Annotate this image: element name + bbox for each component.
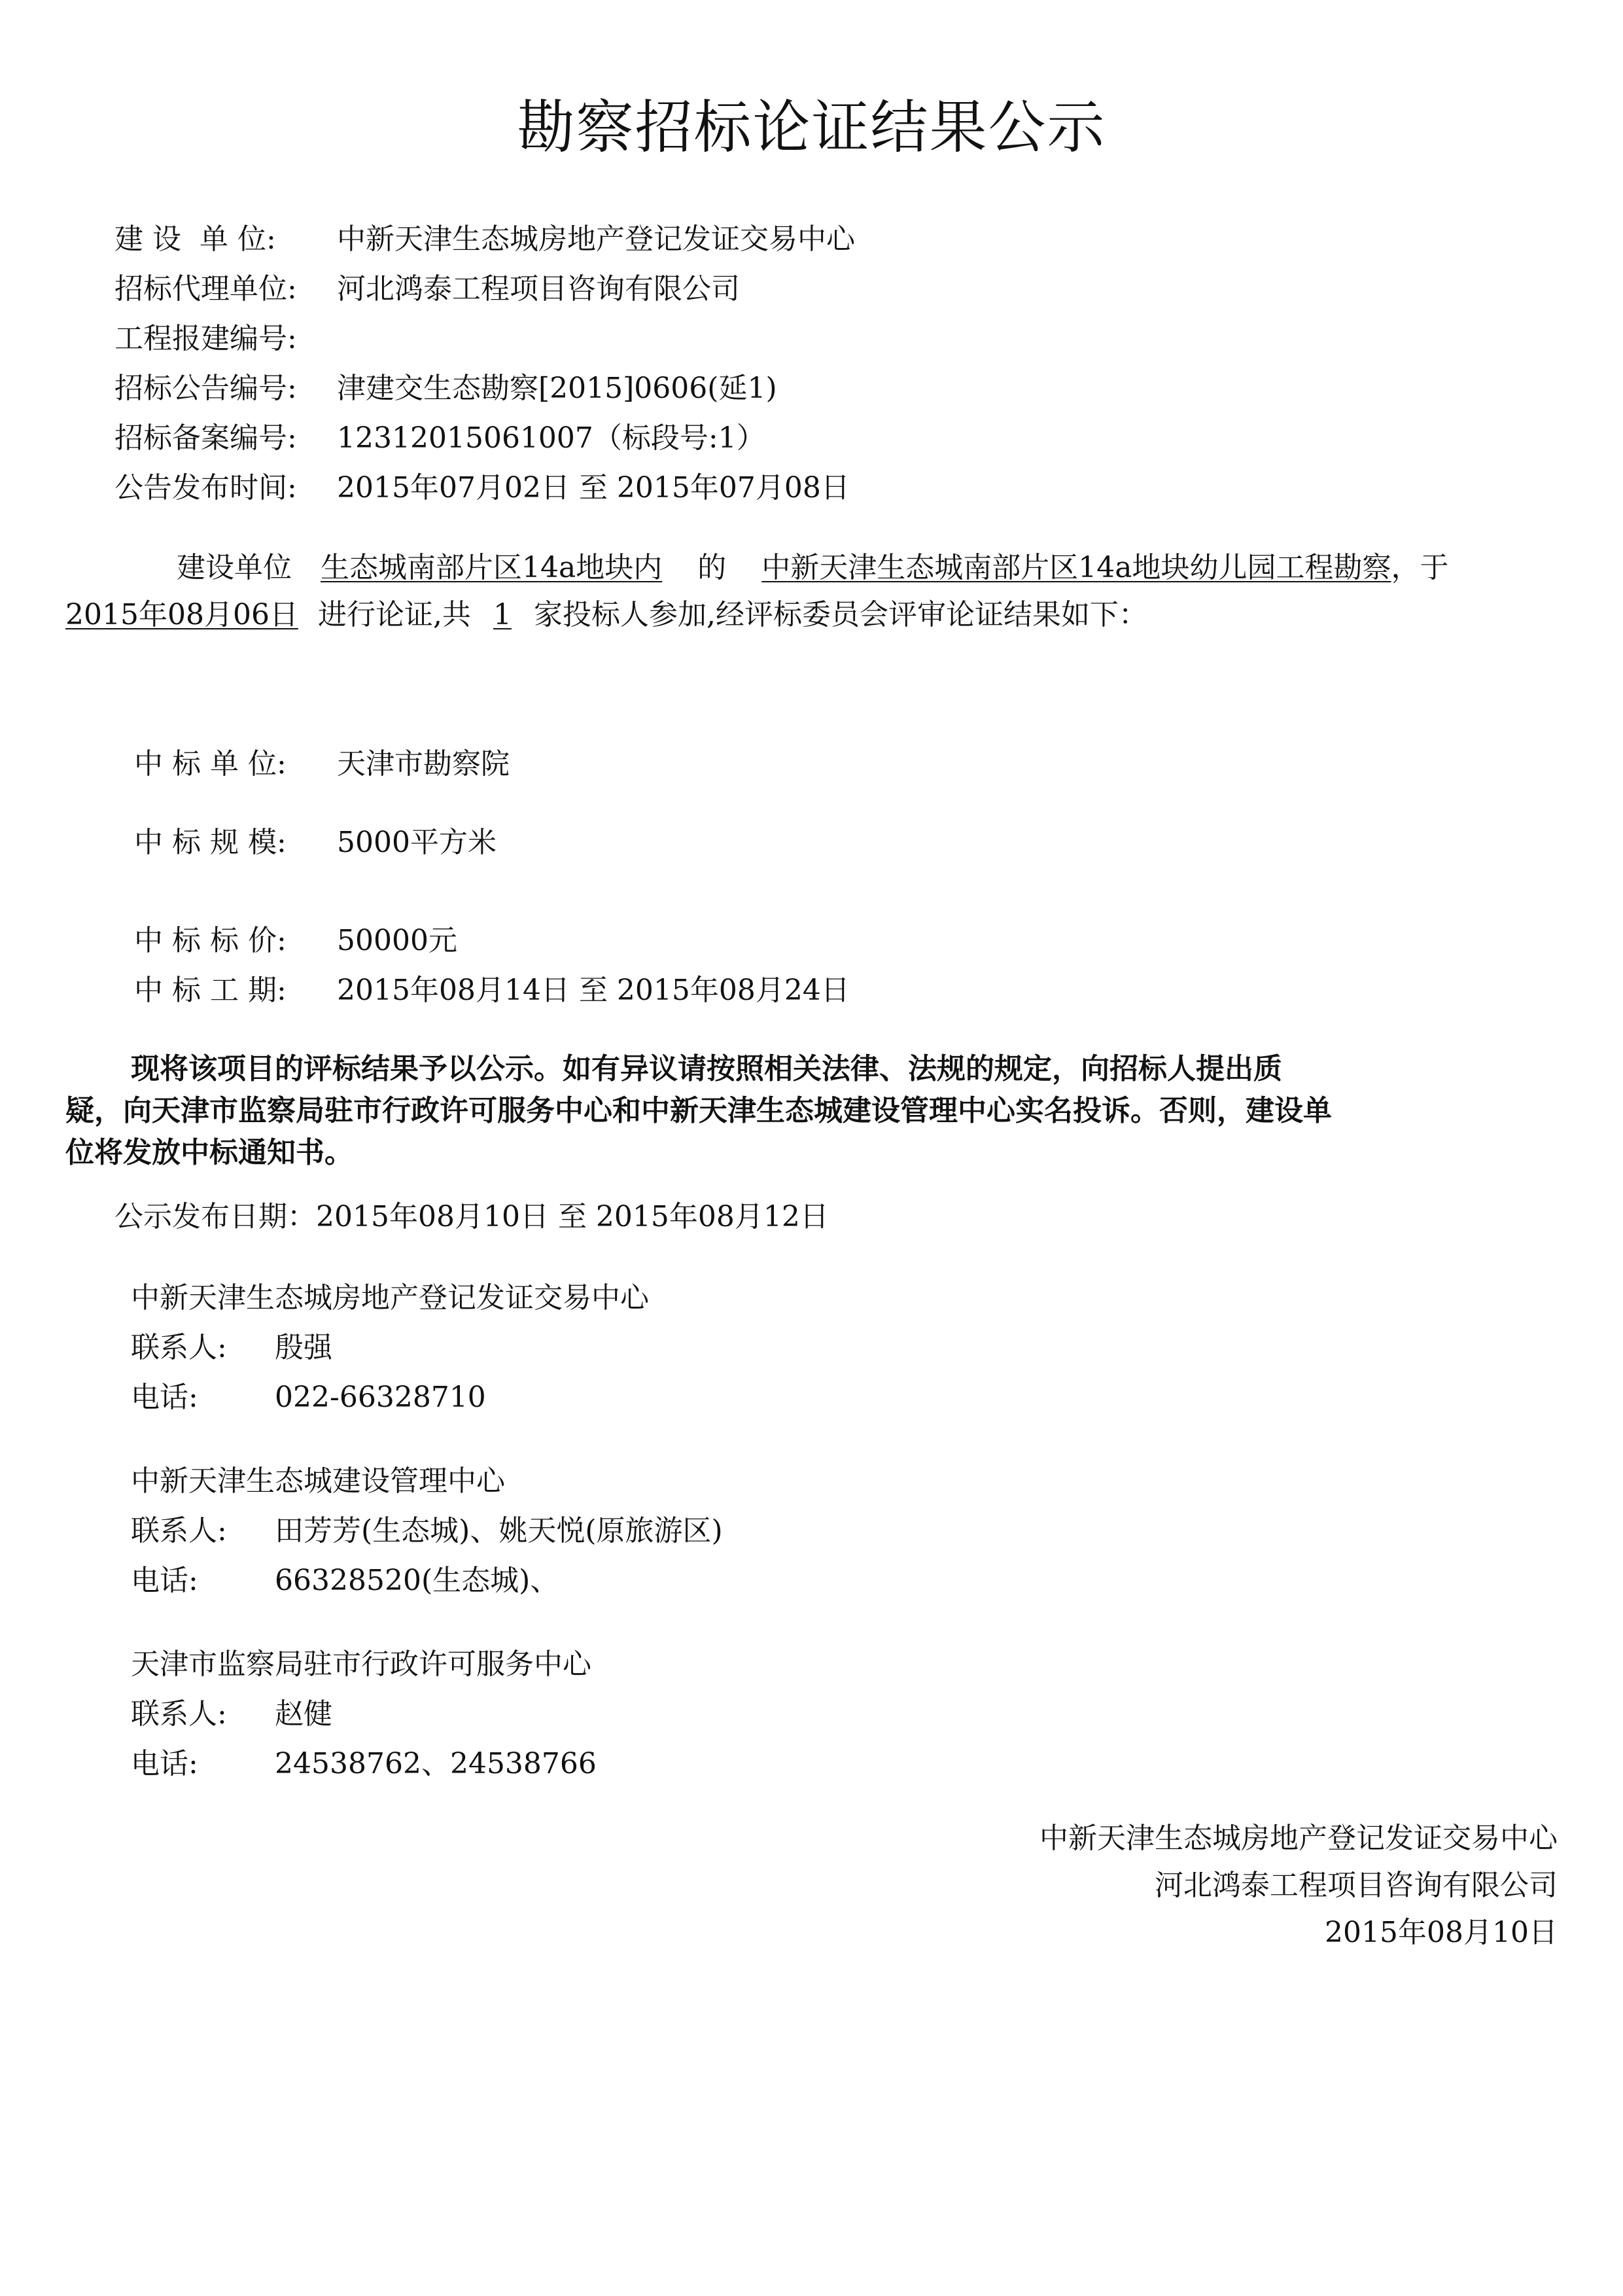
signature-org-1: 中新天津生态城房地产登记发证交易中心 <box>1039 1822 1558 1855</box>
info-label: 招标代理单位: <box>114 272 297 306</box>
result-value: 5000平方米 <box>337 826 497 859</box>
info-row-announcement-period <box>114 468 850 508</box>
publish-label: 公示发布日期： <box>114 1200 316 1233</box>
publish-period <box>114 1197 829 1237</box>
result-row-price <box>134 921 457 961</box>
info-label: 工程报建编号: <box>114 322 297 355</box>
result-label: 中 标 标 价: <box>134 924 287 957</box>
contact-person: 田芳芳(生态城)、姚天悦(原旅游区) <box>275 1514 723 1547</box>
notice-line-3: 位将发放中标通知书。 <box>65 1136 353 1169</box>
signature-org-2: 河北鸿泰工程项目咨询有限公司 <box>1155 1869 1558 1902</box>
intro-text: 进行论证,共 <box>317 598 471 631</box>
info-value: 12312015061007（标段号:1） <box>337 421 765 455</box>
info-value: 中新天津生态城房地产登记发证交易中心 <box>337 222 855 256</box>
notice-line-1: 现将该项目的评标结果予以公示。如有异议请按照相关法律、法规的规定，向招标人提出质 <box>131 1052 1282 1086</box>
info-label: 招标备案编号: <box>114 421 297 455</box>
contact-person-label: 联系人: <box>131 1514 227 1547</box>
contact-person-row <box>131 1328 332 1368</box>
result-row-winner <box>134 745 510 784</box>
contact-person: 赵健 <box>275 1697 332 1731</box>
intro-text: ，于 <box>1391 551 1449 584</box>
intro-line-2 <box>65 595 1147 635</box>
result-row-scale <box>134 823 497 862</box>
info-label: 招标公告编号: <box>114 372 297 405</box>
info-row-announcement-number <box>114 369 777 408</box>
info-value: 津建交生态勘察[2015]0606(延1) <box>337 372 777 405</box>
intro-location: 生态城南部片区14a地块内 <box>321 551 663 584</box>
contact-phone-row <box>131 1378 486 1417</box>
result-label: 中 标 工 期: <box>134 974 287 1007</box>
contact-phone-row <box>131 1744 597 1784</box>
result-value: 50000元 <box>337 924 457 957</box>
info-row-agent <box>114 270 740 309</box>
result-label: 中 标 规 模: <box>134 826 287 859</box>
contact-person-row <box>131 1511 723 1551</box>
contact-phone-label: 电话: <box>131 1381 198 1414</box>
contact-phone: 022-66328710 <box>275 1381 486 1414</box>
info-value: 2015年07月02日 至 2015年07月08日 <box>337 471 850 504</box>
info-row-builder <box>114 220 855 259</box>
result-value: 天津市勘察院 <box>337 747 510 781</box>
intro-project-name: 中新天津生态城南部片区14a地块幼儿园工程勘察 <box>761 551 1391 584</box>
info-label: 建 设 单 位: <box>114 222 276 256</box>
contact-person: 殷强 <box>275 1331 332 1364</box>
info-value: 河北鸿泰工程项目咨询有限公司 <box>337 272 740 306</box>
intro-bidder-count: 1 <box>493 598 512 631</box>
contact-phone-label: 电话: <box>131 1747 198 1780</box>
info-row-project-number <box>114 319 337 359</box>
contact-org: 中新天津生态城房地产登记发证交易中心 <box>131 1281 649 1315</box>
info-label: 公告发布时间: <box>114 471 297 504</box>
contact-person-row <box>131 1695 332 1734</box>
contact-org: 中新天津生态城建设管理中心 <box>131 1464 505 1498</box>
notice-line-2: 疑，向天津市监察局驻市行政许可服务中心和中新天津生态城建设管理中心实名投诉。否则，建设单 <box>65 1094 1332 1127</box>
result-value: 2015年08月14日 至 2015年08月24日 <box>337 974 850 1007</box>
signature-date: 2015年08月10日 <box>1325 1916 1558 1949</box>
contact-phone-row <box>131 1561 559 1600</box>
result-row-duration <box>134 971 850 1010</box>
result-label: 中 标 单 位: <box>134 747 287 781</box>
intro-text: 的 <box>697 551 727 584</box>
intro-date: 2015年08月06日 <box>65 598 298 631</box>
contact-person-label: 联系人: <box>131 1331 227 1364</box>
info-row-filing-number <box>114 419 765 458</box>
intro-text: 建设单位 <box>177 551 292 584</box>
page-title: 勘察招标论证结果公示 <box>517 94 1106 161</box>
contact-phone-label: 电话: <box>131 1564 198 1597</box>
contact-org: 天津市监察局驻市行政许可服务中心 <box>131 1648 591 1681</box>
publish-value: 2015年08月10日 至 2015年08月12日 <box>316 1200 829 1233</box>
contact-phone: 24538762、24538766 <box>275 1747 597 1780</box>
contact-phone: 66328520(生态城)、 <box>275 1564 559 1597</box>
intro-text: 家投标人参加,经评标委员会评审论证结果如下： <box>533 598 1147 631</box>
intro-line-1 <box>177 548 1448 588</box>
contact-person-label: 联系人: <box>131 1697 227 1731</box>
